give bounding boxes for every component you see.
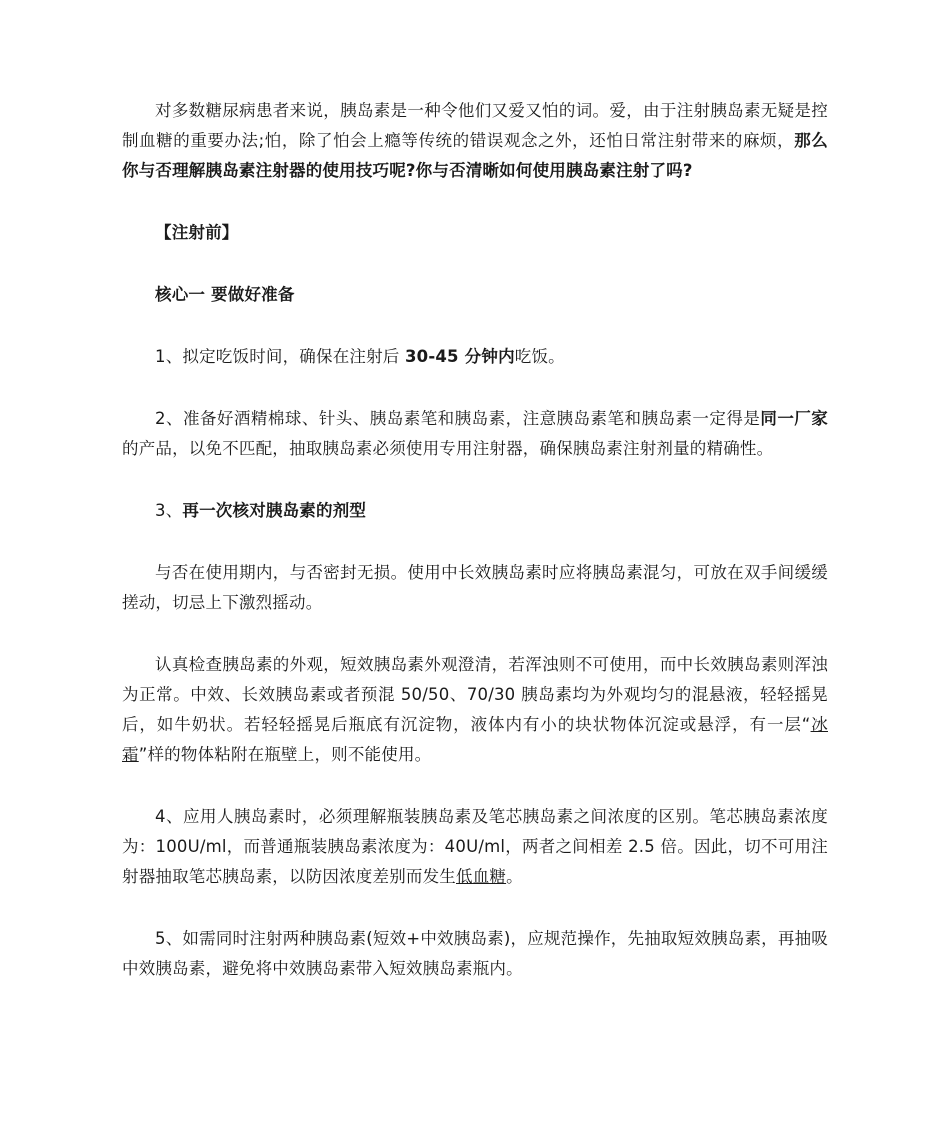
check-paragraph: 与否在使用期内，与否密封无损。使用中长效胰岛素时应将胰岛素混匀，可放在双手间缓缓搓动，切忌上下激烈摇动。	[122, 563, 828, 612]
intro-text: 对多数糖尿病患者来说，胰岛素是一种令他们又爱又怕的词。爱，由于注射胰岛素无疑是控制血糖的重要办法;怕，除了怕会上瘾等传统的错误观念之外，还怕日常注射带来的麻烦，	[122, 101, 828, 150]
item-1	[122, 342, 828, 372]
appearance-text: 认真检查胰岛素的外观，短效胰岛素外观澄清，若浑浊则不可使用，而中长效胰岛素则浑浊为正常。中效、长效胰岛素或者预混 50/50、70/30 胰岛素均为外观均匀的混悬液，轻轻摇晃后，如牛奶状。若轻轻摇晃后瓶底有沉淀物，液体内有小的块状物体沉淀或悬浮，有一层“	[122, 655, 828, 734]
item-4	[122, 802, 828, 892]
hypoglycemia-link[interactable]: 低血糖	[456, 867, 507, 886]
item-2-text: 2、准备好酒精棉球、针头、胰岛素笔和胰岛素，注意胰岛素笔和胰岛素一定得是	[155, 409, 761, 428]
item-2	[122, 404, 828, 464]
item-5: 5、如需同时注射两种胰岛素(短效+中效胰岛素)，应规范操作，先抽取短效胰岛素，再抽吸中效胰岛素，避免将中效胰岛素带入短效胰岛素瓶内。	[122, 929, 828, 978]
frost-link[interactable]: 冰霜	[122, 715, 828, 764]
item-1-tail: 吃饭。	[514, 347, 565, 366]
item-3	[122, 496, 828, 526]
item-2-bold: 同一厂家	[760, 409, 828, 428]
item-4-text: 4、应用人胰岛素时，必须理解瓶装胰岛素及笔芯胰岛素之间浓度的区别。笔芯胰岛素浓度为：100U/ml，而普通瓶装胰岛素浓度为：40U/ml，两者之间相差 2.5 倍。因此，切不可用注射器抽取笔芯胰岛素，以防因浓度差别而发生	[122, 807, 828, 886]
intro-paragraph	[122, 96, 828, 186]
appearance-tail: ”样的物体粘附在瓶壁上，则不能使用。	[138, 745, 432, 764]
appearance-paragraph	[122, 650, 828, 770]
item-4-tail: 。	[506, 867, 523, 886]
item-1-bold: 30-45 分钟内	[404, 347, 515, 366]
intro-question: 那么你与否理解胰岛素注射器的使用技巧呢?你与否清晰如何使用胰岛素注射了吗?	[122, 131, 828, 180]
core-title: 核心一 要做好准备	[155, 285, 295, 304]
section-title: 【注射前】	[155, 223, 239, 242]
item-3-number: 3、	[155, 501, 183, 520]
item-1-text: 1、拟定吃饭时间，确保在注射后	[155, 347, 405, 366]
item-2-tail: 的产品，以免不匹配，抽取胰岛素必须使用专用注射器，确保胰岛素注射剂量的精确性。	[122, 439, 774, 458]
item-3-bold: 再一次核对胰岛素的剂型	[182, 501, 367, 520]
